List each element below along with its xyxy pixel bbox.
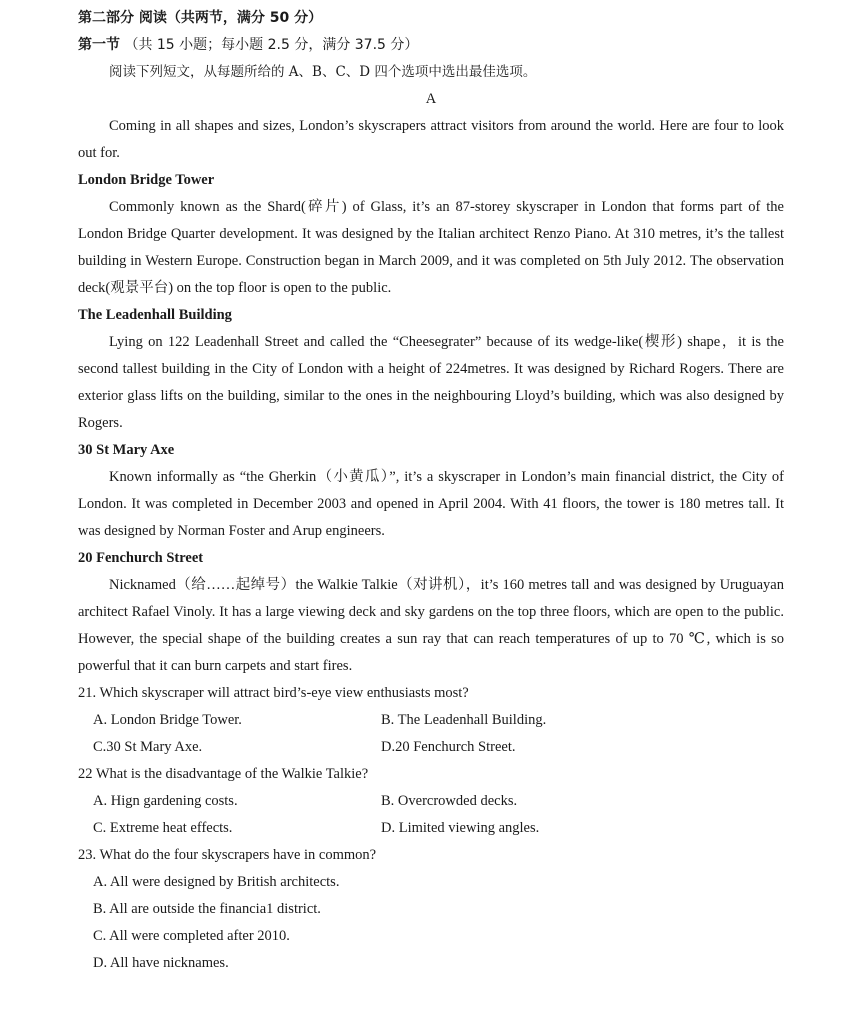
section-scoring: （共 15 小题；每小题 2.5 分，满分 37.5 分） <box>120 37 419 53</box>
option-c[interactable]: C. Extreme heat effects. <box>93 820 233 836</box>
option-b[interactable]: B. Overcrowded decks. <box>381 793 518 809</box>
section-heading <box>78 32 784 59</box>
building-title: The Leadenhall Building <box>78 307 232 323</box>
building-text: Nicknamed（给……起绰号）the Walkie Talkie（对讲机），it’s 160 metres tall and was designed by Uruguayan architect Rafael Vinoly. It has a large viewing deck and sky gardens on the top three floors, which are open to the public. However, the special shape of the building creates a sun ray that can reach temperatures of up to 70 ℃, which is so powerful that it can burn carpets and start fires. <box>78 577 784 674</box>
building-text: Known informally as “the Gherkin（小黄瓜）”, it’s a skyscraper in London’s main financial district, the City of London. It was completed in December 2003 and opened in April 2004. With 41 floors, the tower is 180 metres tall. It was designed by Norman Foster and Arup engineers. <box>78 469 784 539</box>
building-description <box>78 194 784 302</box>
question-options <box>78 788 784 842</box>
building-title: London Bridge Tower <box>78 172 215 188</box>
option-d[interactable]: D. All have nicknames. <box>93 955 229 971</box>
option-b[interactable]: B. All are outside the financia1 district. <box>93 901 321 917</box>
passage-label: A <box>425 91 437 107</box>
question-stem: 23. What do the four skyscrapers have in common? <box>78 847 377 863</box>
building-description <box>78 329 784 437</box>
question-options <box>78 707 784 761</box>
building-text: Commonly known as the Shard(碎片) of Glass, it’s an 87-storey skyscraper in London that forms part of the London Bridge Quarter development. It was designed by the Italian architect Renzo Piano. At 310 metres, it’s the tallest building in Western Europe. Construction began in March 2009, and it was completed on 5th July 2012. The observation deck(观景平台) on the top floor is open to the public. <box>78 199 784 296</box>
option-b[interactable]: B. The Leadenhall Building. <box>381 712 547 728</box>
part-heading: 第二部分 阅读（共两节，满分 50 分） <box>78 10 323 26</box>
intro-text: Coming in all shapes and sizes, London’s skyscrapers attract visitors from around the world. Here are four to look out for. <box>78 118 784 161</box>
option-d[interactable]: D. Limited viewing angles. <box>381 820 540 836</box>
exam-page <box>78 5 784 977</box>
intro-paragraph <box>78 113 784 167</box>
option-c[interactable]: C.30 St Mary Axe. <box>93 739 203 755</box>
building-description <box>78 464 784 545</box>
option-c[interactable]: C. All were completed after 2010. <box>93 928 290 944</box>
building-title: 30 St Mary Axe <box>78 442 175 458</box>
question-stem: 21. Which skyscraper will attract bird’s-eye view enthusiasts most? <box>78 685 469 701</box>
instruction-text: 阅读下列短文，从每题所给的 A、B、C、D 四个选项中选出最佳选项。 <box>109 64 537 80</box>
building-description <box>78 572 784 680</box>
question-stem: 22 What is the disadvantage of the Walkie Talkie? <box>78 766 369 782</box>
option-a[interactable]: A. London Bridge Tower. <box>93 712 242 728</box>
option-a[interactable]: A. All were designed by British architects. <box>93 874 340 890</box>
option-a[interactable]: A. Hign gardening costs. <box>93 793 238 809</box>
building-text: Lying on 122 Leadenhall Street and called the “Cheesegrater” because of its wedge-like(楔形) shape，it is the second tallest building in the City of London with a height of 224metres. It was designed by Richard Rogers. There are exterior glass lifts on the building, similar to the ones in the neighbouring Lloyd’s building, which was also designed by Rogers. <box>78 334 784 431</box>
building-title: 20 Fenchurch Street <box>78 550 204 566</box>
section-label: 第一节 <box>78 37 120 53</box>
option-d[interactable]: D.20 Fenchurch Street. <box>381 739 516 755</box>
